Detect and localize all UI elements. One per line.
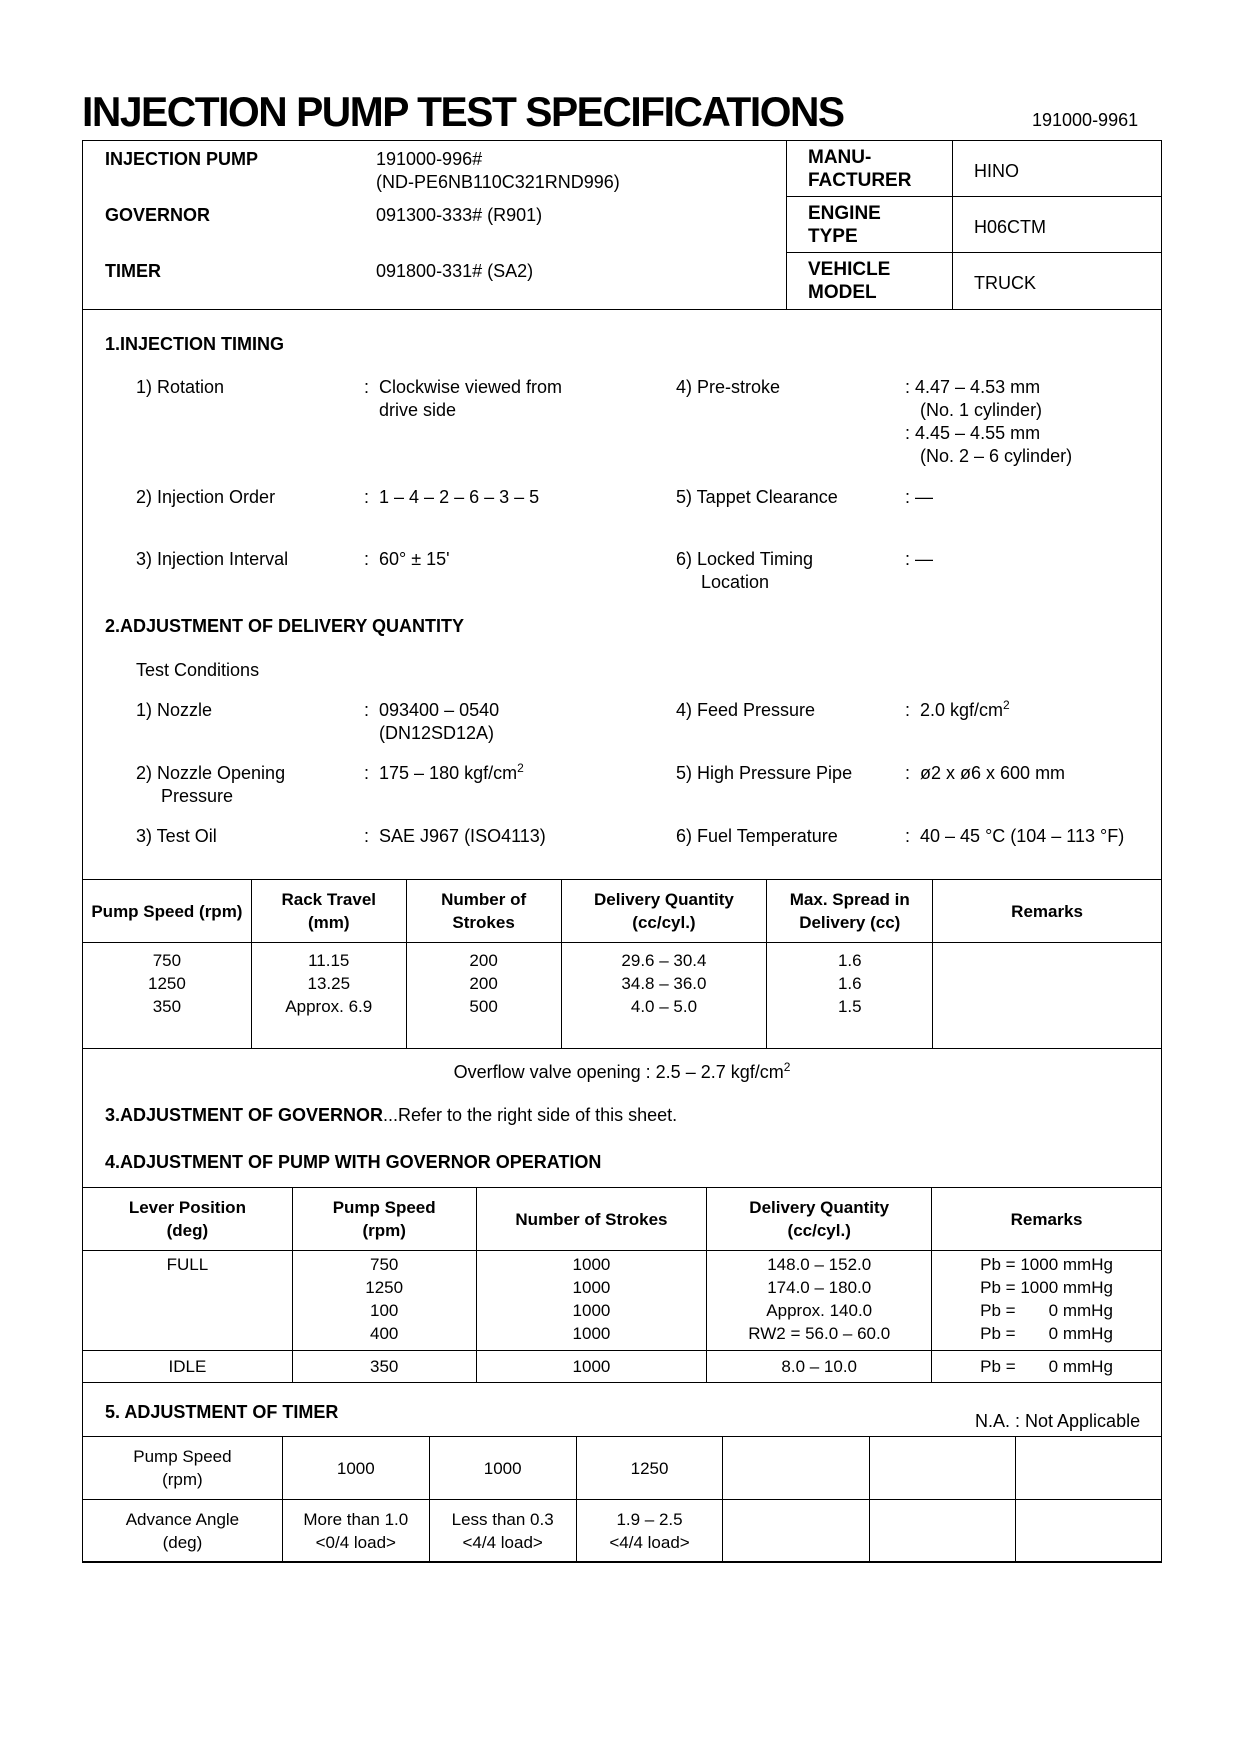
injection-interval-label: 3) Injection Interval bbox=[136, 549, 289, 569]
rotation-value: Clockwise viewed from drive side bbox=[379, 377, 563, 420]
feed-pressure-label: 4) Feed Pressure bbox=[676, 700, 816, 720]
section-5-heading: 5. ADJUSTMENT OF TIMER bbox=[105, 1402, 339, 1422]
header-row-line-1 bbox=[786, 196, 1162, 197]
header-delivery-quantity: Delivery Quantity (cc/cyl.) bbox=[707, 1188, 932, 1251]
timer-table bbox=[82, 1436, 1162, 1563]
delivery-quantity-table bbox=[82, 879, 1162, 1049]
vehicle-model-value: TRUCK bbox=[974, 273, 1036, 293]
divider-before-timer bbox=[82, 1436, 1162, 1437]
timer-value: 091800-331# (SA2) bbox=[376, 261, 534, 281]
feed-pressure-value: : 2.0 kgf/$cm^2$ bbox=[905, 698, 1010, 720]
full-remarks-cell: Pb = 1000 mmHg Pb = 1000 mmHg Pb = 0 mmHg Pb = 0 mmHg bbox=[932, 1251, 1162, 1351]
header-right-divider bbox=[952, 140, 953, 310]
header-lever-position: Lever Position (deg) bbox=[83, 1188, 293, 1251]
nozzle-colon: : bbox=[364, 700, 370, 720]
section-3-heading: 3.ADJUSTMENT OF GOVERNOR...Refer to the right side of this sheet. bbox=[105, 1105, 678, 1125]
manufacturer-value: HINO bbox=[974, 161, 1019, 181]
engine-type-value: H06CTM bbox=[974, 217, 1047, 237]
delivery-quantity-cell: 29.6 – 30.4 34.8 – 36.0 4.0 – 5.0 bbox=[561, 943, 767, 1049]
section-1-heading: 1.INJECTION TIMING bbox=[105, 334, 285, 354]
governor-label: GOVERNOR bbox=[105, 205, 211, 225]
pump-speed-cell: 750 1250 350 bbox=[83, 943, 252, 1049]
fuel-temperature-value: : 40 – 45 °C (104 – 113 °F) bbox=[905, 826, 1125, 846]
advance-angle-3: 1.9 – 2.5 <4/4 load> bbox=[576, 1500, 723, 1563]
governor-value: 091300-333# (R901) bbox=[376, 205, 543, 225]
idle-speed-cell: 350 bbox=[292, 1351, 476, 1383]
locked-timing-label: 6) Locked Timing Location bbox=[676, 549, 814, 592]
timer-speed-3: 1250 bbox=[576, 1437, 723, 1500]
not-applicable-note: N.A. : Not Applicable bbox=[975, 1411, 1141, 1431]
advance-angle-6 bbox=[1016, 1500, 1162, 1563]
nozzle-value: 093400 – 0540 (DN12SD12A) bbox=[379, 700, 500, 743]
test-oil-label: 3) Test Oil bbox=[136, 826, 217, 846]
idle-remarks-cell: Pb = 0 mmHg bbox=[932, 1351, 1162, 1383]
strokes-cell: 200 200 500 bbox=[406, 943, 561, 1049]
timer-speed-6 bbox=[1016, 1437, 1162, 1500]
high-pressure-pipe-label: 5) High Pressure Pipe bbox=[676, 763, 853, 783]
advance-angle-row-label: Advance Angle (deg) bbox=[83, 1500, 283, 1563]
governor-operation-table bbox=[82, 1187, 1162, 1383]
timer-speed-4 bbox=[723, 1437, 870, 1500]
tappet-clearance-value: : — bbox=[905, 487, 934, 507]
header-rack-travel: Rack Travel (mm) bbox=[251, 880, 406, 943]
locked-timing-value: : — bbox=[905, 549, 934, 569]
prestroke-value: : 4.47 – 4.53 mm (No. 1 cylinder) : 4.45 – 4.55 mm (No. 2 – 6 cylinder) bbox=[905, 377, 1073, 466]
nozzle-label: 1) Nozzle bbox=[136, 700, 213, 720]
test-conditions-label: Test Conditions bbox=[136, 660, 260, 680]
timer-speed-2: 1000 bbox=[429, 1437, 576, 1500]
header-pump-speed: Pump Speed (rpm) bbox=[292, 1188, 476, 1251]
timer-label: TIMER bbox=[105, 261, 161, 281]
rack-travel-cell: 11.15 13.25 Approx. 6.9 bbox=[251, 943, 406, 1049]
advance-angle-5 bbox=[870, 1500, 1016, 1563]
injection-interval-value: : 60° ± 15' bbox=[364, 549, 450, 569]
max-spread-cell: 1.6 1.6 1.5 bbox=[767, 943, 933, 1049]
full-delivery-cell: 148.0 – 152.0 174.0 – 180.0 Approx. 140.0 RW2 = 56.0 – 60.0 bbox=[707, 1251, 932, 1351]
idle-delivery-cell: 8.0 – 10.0 bbox=[707, 1351, 932, 1383]
header-number-of-strokes: Number of Strokes bbox=[476, 1188, 707, 1251]
prestroke-label: 4) Pre-stroke bbox=[676, 377, 781, 397]
injection-pump-value: 191000-996# bbox=[376, 149, 483, 169]
timer-speed-1: 1000 bbox=[282, 1437, 429, 1500]
injection-order-label: 2) Injection Order bbox=[136, 487, 276, 507]
divider-after-overflow bbox=[82, 1187, 1162, 1188]
injection-pump-model: (ND-PE6NB110C321RND996) bbox=[376, 172, 620, 192]
header-max-spread: Max. Spread in Delivery (cc) bbox=[767, 880, 933, 943]
overflow-valve-note: Overflow valve opening : 2.5 – 2.7 kgf/$cm^2$ bbox=[453, 1060, 791, 1082]
header-row-line-2 bbox=[786, 252, 1162, 253]
pump-speed-row-label: Pump Speed (rpm) bbox=[83, 1437, 283, 1500]
section-2-heading: 2.ADJUSTMENT OF DELIVERY QUANTITY bbox=[105, 616, 465, 636]
advance-angle-1: More than 1.0 <0/4 load> bbox=[282, 1500, 429, 1563]
header-pump-speed: Pump Speed (rpm) bbox=[83, 880, 252, 943]
fuel-temperature-label: 6) Fuel Temperature bbox=[676, 826, 838, 846]
lever-full-cell: FULL bbox=[83, 1251, 293, 1351]
section-4-heading: 4.ADJUSTMENT OF PUMP WITH GOVERNOR OPERATION bbox=[105, 1152, 602, 1172]
idle-strokes-cell: 1000 bbox=[476, 1351, 707, 1383]
remarks-cell bbox=[933, 943, 1162, 1049]
header-number-of-strokes: Number of Strokes bbox=[406, 880, 561, 943]
tappet-clearance-label: 5) Tappet Clearance bbox=[676, 487, 838, 507]
advance-angle-2: Less than 0.3 <4/4 load> bbox=[429, 1500, 576, 1563]
advance-angle-4 bbox=[723, 1500, 870, 1563]
full-speed-cell: 750 1250 100 400 bbox=[292, 1251, 476, 1351]
vehicle-model-label: VEHICLE MODEL bbox=[808, 259, 891, 303]
high-pressure-pipe-value: : ø2 x ø6 x 600 mm bbox=[905, 763, 1066, 783]
manufacturer-label: MANU- FACTURER bbox=[808, 147, 912, 191]
injection-order-value: : 1 – 4 – 2 – 6 – 3 – 5 bbox=[364, 487, 540, 507]
header-delivery-quantity: Delivery Quantity (cc/cyl.) bbox=[561, 880, 767, 943]
header-remarks: Remarks bbox=[932, 1188, 1162, 1251]
header-remarks: Remarks bbox=[933, 880, 1162, 943]
nozzle-opening-pressure-value: : 175 – 180 kgf/$cm^2$ bbox=[364, 761, 524, 783]
injection-pump-label: INJECTION PUMP bbox=[105, 149, 259, 169]
rotation-label: 1) Rotation bbox=[136, 377, 225, 397]
engine-type-label: ENGINE TYPE bbox=[808, 203, 881, 247]
lever-idle-cell: IDLE bbox=[83, 1351, 293, 1383]
nozzle-opening-pressure-label: 2) Nozzle Opening Pressure bbox=[136, 763, 286, 806]
page-title: INJECTION PUMP TEST SPECIFICATIONS bbox=[82, 88, 844, 135]
document-number: 191000-9961 bbox=[1032, 110, 1139, 130]
full-strokes-cell: 1000 1000 1000 1000 bbox=[476, 1251, 707, 1351]
rotation-colon: : bbox=[364, 377, 370, 397]
test-oil-value: : SAE J967 (ISO4113) bbox=[364, 826, 546, 846]
timer-speed-5 bbox=[870, 1437, 1016, 1500]
